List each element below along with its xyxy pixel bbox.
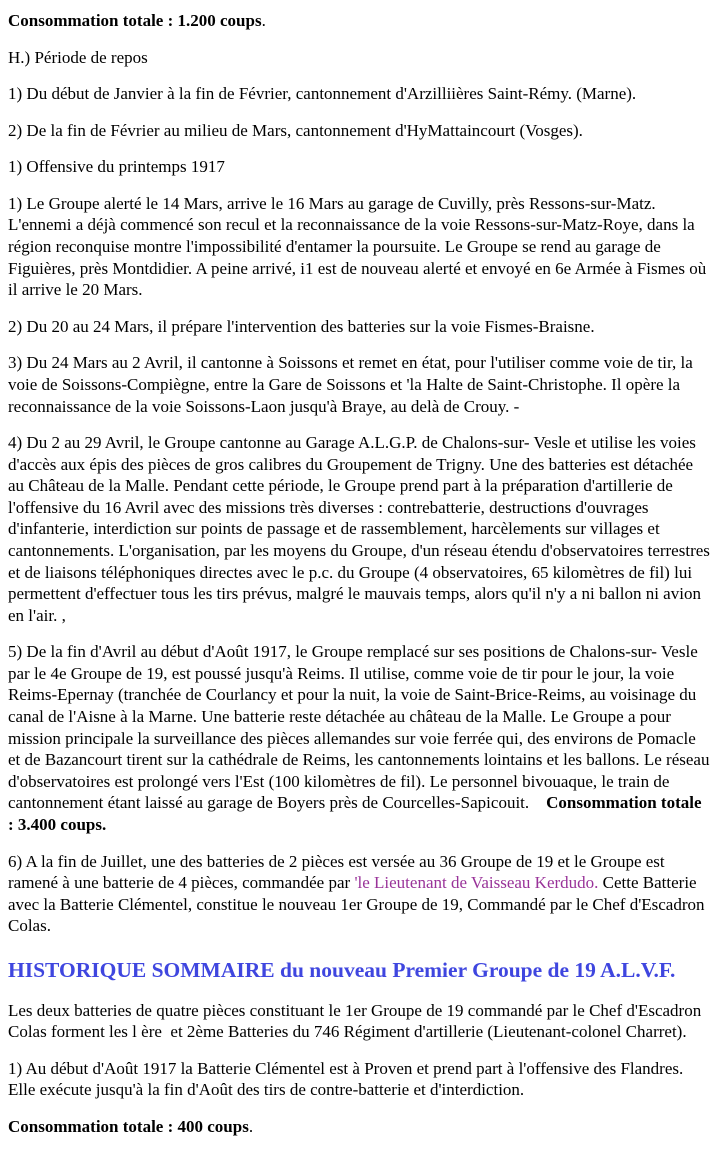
historique-sommaire-heading: HISTORIQUE SOMMAIRE du nouveau Premier Groupe de 19 A.L.V.F.: [8, 957, 676, 982]
paragraph-5-text: 5) De la fin d'Avril au début d'Août 1917, le Groupe remplacé sur ses positions de Chalons-sur- Vesle par le 4e Groupe de 19, est poussé jusqu'à Reims. Il utilise, comme voie de tir pour le jour, la voie Reims-Epernay (tranchée de Courlancy et pour la nuit, la voie de Saint-Brice-Reims, au voisinage du canal de l'Aisne à la Marne. Une batterie reste détachée au château de la Malle. Le Groupe a pour mission principale la surveillance des pièces allemandes sur voie ferrée qui, des environs de Pomacle et de Bazancourt tirent sur la cathédrale de Reims, les cantonnements lointains et les ballons. Le réseau d'observatoires est prolongé vers l'Est (100 kilomètres de fil). Le personnel bivouaque, le train de cantonnement étant laissé au garage de Boyers près de Courcelles-Sapicouit.: [8, 642, 710, 813]
spring-offensive-heading: 1) Offensive du printemps 1917: [8, 157, 225, 177]
rest-item-2: 2) De la fin de Février au milieu de Mars, cantonnement d'HyMattaincourt (Vosges).: [8, 120, 583, 140]
consumption-total-1200: [8, 10, 710, 32]
rest-period-heading: H.) Période de repos: [8, 47, 148, 67]
paragraph-1-groupe-alerte: 1) Le Groupe alerté le 14 Mars, arrive le 16 Mars au garage de Cuvilly, près Ressons-sur-Matz. L'ennemi a déjà commencé son recul et la reconnaissance de la voie Ressons-sur-Matz-Roye, dans la région reconquise montre l'impossibilité d'entamer la poursuite. Le Groupe se rend au garage de Figuières, près Montdidier. A peine arrivé, i1 est de nouveau alerté et envoyé en 6e Armée à Fismes où il arrive le 20 Mars.: [8, 193, 707, 300]
consumption-total-1200-tail: .: [261, 11, 266, 30]
paragraph-6-before: 6) A la fin de Juillet, une des batteries de 2 pièces est versée au 36 Groupe de 19 et le Groupe est ramené à une batterie de 4 pièces, commandée par: [8, 851, 665, 893]
rest-item-1: 1) Du début de Janvier à la fin de Février, cantonnement d'Arzilliières Saint-Rémy. (Marne).: [8, 84, 637, 104]
paragraph-6-fin-juillet: [8, 851, 710, 937]
paragraph-7-deux-batteries: Les deux batteries de quatre pièces constituant le 1er Groupe de 19 commandé par le Chef d'Escadron Colas forment les l ère et 2ème Batteries du 746 Régiment d'artillerie (Lieutenant-colonel Charret).: [8, 1000, 702, 1042]
consumption-total-400: [8, 1116, 710, 1138]
paragraph-6-after: Cette Batterie avec la Batterie Clémentel, constitue le nouveau 1er Groupe de 19, Commandé par le Chef d'Escadron Colas.: [8, 873, 705, 936]
paragraph-2-du-20-au-24-mars: 2) Du 20 au 24 Mars, il prépare l'intervention des batteries sur la voie Fismes-Braisne.: [8, 316, 595, 336]
kerdudo-link[interactable]: 'le Lieutenant de Vaisseau Kerdudo.: [354, 873, 599, 893]
consumption-total-3400-bold: Consommation totale : 3.400 coups.: [8, 793, 702, 834]
paragraph-8-debut-aout-1917: 1) Au début d'Août 1917 la Batterie Clémentel est à Proven et prend part à l'offensive des Flandres. Elle exécute jusqu'à la fin d'Août des tirs de contre-batterie et d'interdiction.: [8, 1058, 684, 1100]
paragraph-4-du-2-au-29-avril: 4) Du 2 au 29 Avril, le Groupe cantonne au Garage A.L.G.P. de Chalons-sur- Vesle et utilise les voies d'accès aux épis des pièces de gros calibres du Groupement de Trigny. Une des batteries est détachée au Château de la Malle. Pendant cette période, le Groupe prend part à la préparation d'artillerie de l'offensive du 16 Avril avec des missions très diverses : contrebatterie, destructions d'ouvrages d'infanterie, interdiction sur points de passage et de rassemblement, harcèlements sur villages et cantonnements. L'organisation, par les moyens du Groupe, d'un réseau étendu d'observatoires terrestres et de liaisons téléphoniques directes avec le p.c. du Groupe (4 observatoires, 65 kilomètres de fil) lui permettent d'effectuer tous les tirs prévus, malgré le mauvais temps, alors qu'il n'y a ni ballon ni avion en l'air. ,: [8, 433, 710, 625]
consumption-total-400-tail: .: [248, 1116, 254, 1136]
consumption-total-1200-bold: Consommation totale : 1.200 coups: [8, 11, 262, 30]
consumption-total-400-bold: Consommation totale : 400 coups: [8, 1116, 249, 1136]
paragraph-3-du-24-mars-au-2-avril: 3) Du 24 Mars au 2 Avril, il cantonne à Soissons et remet en état, pour l'utiliser comme voie de tir, la voie de Soissons-Compiègne, entre la Gare de Soissons et 'la Halte de Saint-Christophe. Il opère la reconnaissance de la voie Soissons-Laon jusqu'à Braye, au delà de Crouy. -: [8, 353, 693, 416]
paragraph-5-fin-avril-aout: [8, 641, 710, 835]
